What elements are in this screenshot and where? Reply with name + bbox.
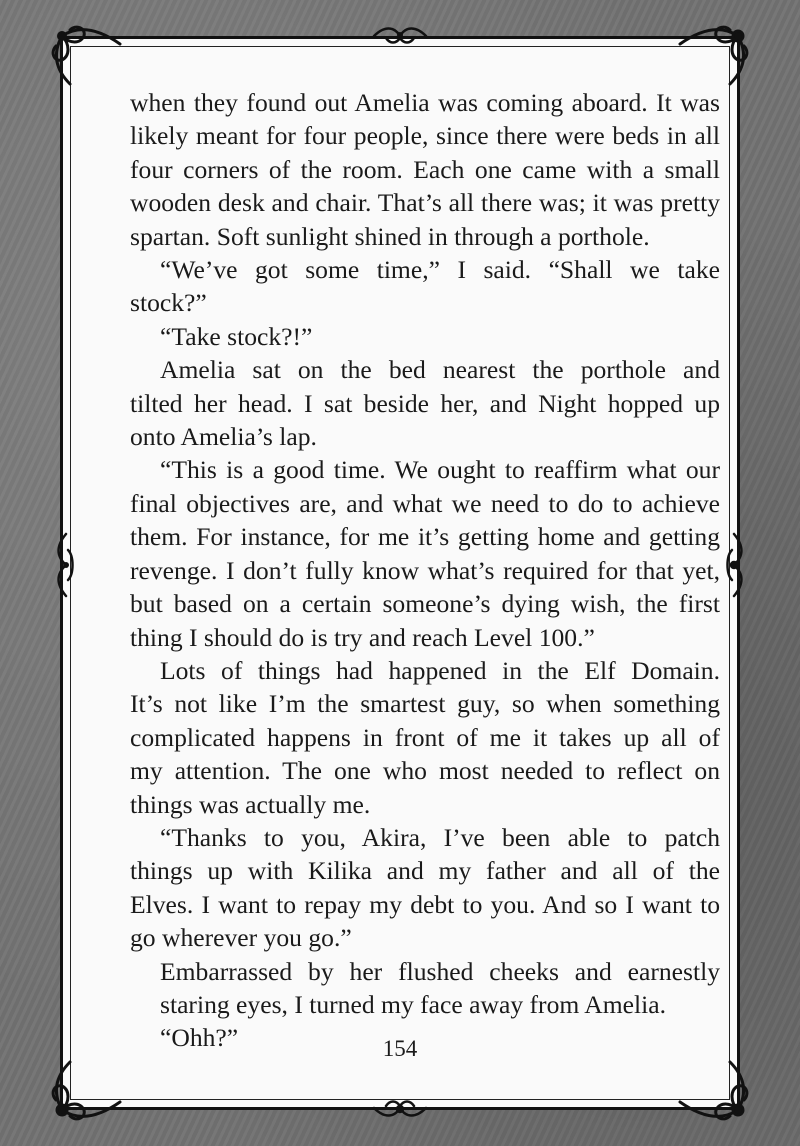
text-line: things was actually me. <box>130 789 371 819</box>
text-line: four corners of the room. Each one came with a small <box>130 154 720 184</box>
text-line: Lots of things had happened in the Elf Domain. <box>160 655 720 685</box>
text-line: spartan. Soft sunlight shined in through a porthole. <box>130 221 650 251</box>
bottom-center-flourish-icon <box>370 1096 430 1122</box>
page-number: 154 <box>382 1036 418 1061</box>
corner-ornament-bottom-left-icon <box>40 1052 130 1132</box>
text-line: wooden desk and chair. That’s all there was; it was pretty <box>130 188 720 218</box>
top-center-flourish-icon <box>370 22 430 48</box>
text-line: when they found out Amelia was coming aboard. It was <box>130 88 720 117</box>
text-line: tilted her head. I sat beside her, and Night hopped up <box>130 388 720 418</box>
text-line: likely meant for four people, since there were beds in all <box>130 121 720 151</box>
text-line: onto Amelia’s lap. <box>130 422 317 452</box>
text-line: stock?” <box>130 288 207 318</box>
text-line: final objectives are, and what we need to do to achieve <box>130 488 720 518</box>
corner-ornament-bottom-right-icon <box>670 1052 760 1132</box>
text-line: Amelia sat on the bed nearest the porthole and <box>160 355 720 385</box>
corner-ornament-top-right-icon <box>670 14 760 94</box>
text-line: go wherever you go.” <box>130 923 352 953</box>
text-line: “This is a good time. We ought to reaffirm what our <box>160 455 720 485</box>
text-line: staring eyes, I turned my face away from Amelia. <box>160 989 667 1019</box>
text-line: “Ohh?” <box>160 1023 239 1053</box>
text-line: Embarrassed by her flushed cheeks and earnestly <box>160 956 720 986</box>
text-line: them. For instance, for me it’s getting home and getting <box>130 522 720 552</box>
text-line: thing I should do is try and reach Level 100.” <box>130 622 595 652</box>
text-line: things up with Kilika and my father and all of the <box>130 856 720 886</box>
text-line: It’s not like I’m the smartest guy, so when something <box>130 689 720 719</box>
text-line: Elves. I want to repay my debt to you. And so I want to <box>130 889 720 919</box>
text-line: complicated happens in front of me it takes up all of <box>130 722 720 752</box>
text-line: my attention. The one who most needed to reflect on <box>130 756 720 786</box>
text-line: but based on a certain someone’s dying wish, the first <box>130 589 720 619</box>
text-line: revenge. I don’t fully know what’s required for that yet, <box>130 555 720 585</box>
body-text <box>130 86 720 1055</box>
right-edge-flourish-icon <box>720 530 750 600</box>
text-line: “We’ve got some time,” I said. “Shall we take <box>160 255 720 285</box>
text-line: “Take stock?!” <box>160 321 313 351</box>
left-edge-flourish-icon <box>50 530 80 600</box>
corner-ornament-top-left-icon <box>40 14 130 94</box>
text-line: “Thanks to you, Akira, I’ve been able to patch <box>160 822 720 852</box>
